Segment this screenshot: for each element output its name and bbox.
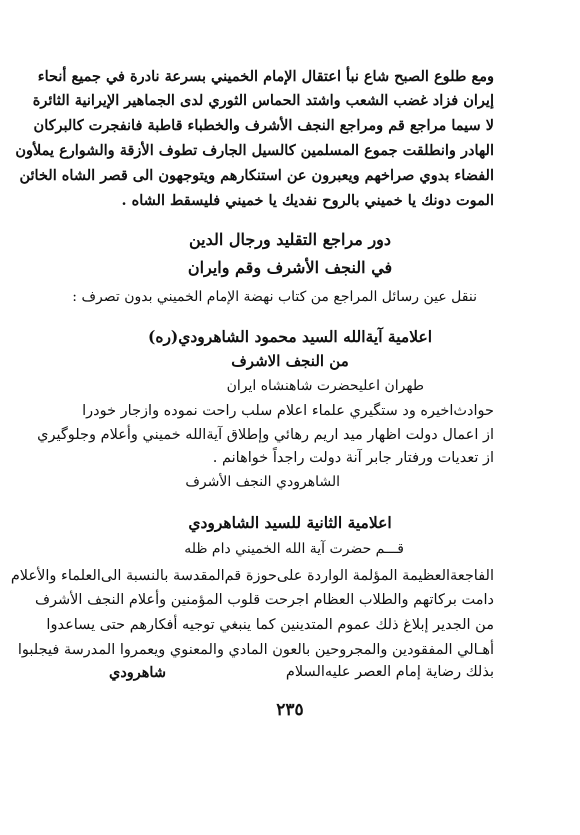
letter1-body-line-3: از تعديات ورفتار جابر آنة دولت راجداً خواهانم . [212, 450, 494, 466]
letter2-body-line-2: دامت بركاتهم والطلاب العظام اجرحت قلوب المؤمنين وأعلام النجف الأشرف [34, 592, 494, 608]
letter2-body-line-5: بذلك رضاية إمام العصر عليه‌السلام [285, 664, 494, 680]
intro-line-3: لا سيما مراجع قم ومراجع النجف الأشرف والخطباء قاطبة فانفجرت كالبركان [33, 117, 494, 134]
letter2-title: اعلامية الثانية للسيد الشاهرودي [188, 513, 392, 532]
letter1-signature: الشاهرودي النجف الأشرف [185, 474, 340, 490]
section-heading-line-2: في النجف الأشرف وقم وايران [187, 258, 393, 277]
letter1-title: اعلامية آية‌الله السيد محمود الشاهرودي(ره) [147, 327, 433, 346]
intro-line-4: الهادر وانطلقت جموع المسلمين كالسيل الجارف تطوف الأزقة والشوارع يملأون [15, 142, 494, 159]
intro-line-2: إيران فزاد غضب الشعب واشتد الحماس الثوري لدى الجماهير الإيرانية الثائرة [32, 92, 494, 109]
letter2-body-line-3: من الجدير إبلاغ ذلك عموم المتدينين كما ينبغي توجيه أفكارهم حتى يساعدوا [46, 617, 494, 633]
intro-line-1: ومع طلوع الصبح شاع نبأ اعتقال الإمام الخميني بسرعة نادرة في جميع أنحاء [37, 68, 494, 85]
intro-line-6: الموت دونك يا خميني بالروح نفديك يا خميني فليسقط الشاه . [121, 192, 494, 209]
page-number: ٢٣٥ [276, 700, 304, 720]
letter2-addressee: قـــم حضرت آية الله الخميني دام ظله [184, 541, 404, 557]
letter1-subtitle: من النجف الاشرف [231, 352, 349, 370]
section-heading-line-1: دور مراجع التقليد ورجال الدين [188, 230, 392, 249]
intro-line-5: الفضاء بدوي صراخهم ويعبرون عن استنكارهم ويتوجهون الى قصر الشاه الخائن [19, 167, 494, 184]
letter1-body-line-1: حوادث‌اخيره ود ستگيري علماء اعلام سلب راحت نموده وازجار خودرا [82, 403, 494, 419]
letter2-signature: شاهرودي [108, 664, 166, 681]
transfer-note: ننقل عين رسائل المراجع من كتاب نهضة الإمام الخميني بدون تصرف : [72, 289, 477, 305]
letter2-body-line-1: الفاجعة‌العظيمة المؤلمة الواردة على‌حوزة قم‌المقدسة بالنسبة الى‌العلماء والأعلام [10, 568, 494, 584]
letter2-body-line-4: أهـالي المفقودين والمجروحين بالعون المادي والمعنوي ويعمروا المدرسة فيجلبوا [17, 642, 494, 658]
letter1-addressee: طهران اعليحضرت شاهنشاه ايران [226, 378, 424, 394]
letter1-body-line-2: از اعمال دولت اظهار ميد اريم رهائي وإطلاق آية‌الله خميني وأعلام وجلوگيري [37, 427, 494, 443]
